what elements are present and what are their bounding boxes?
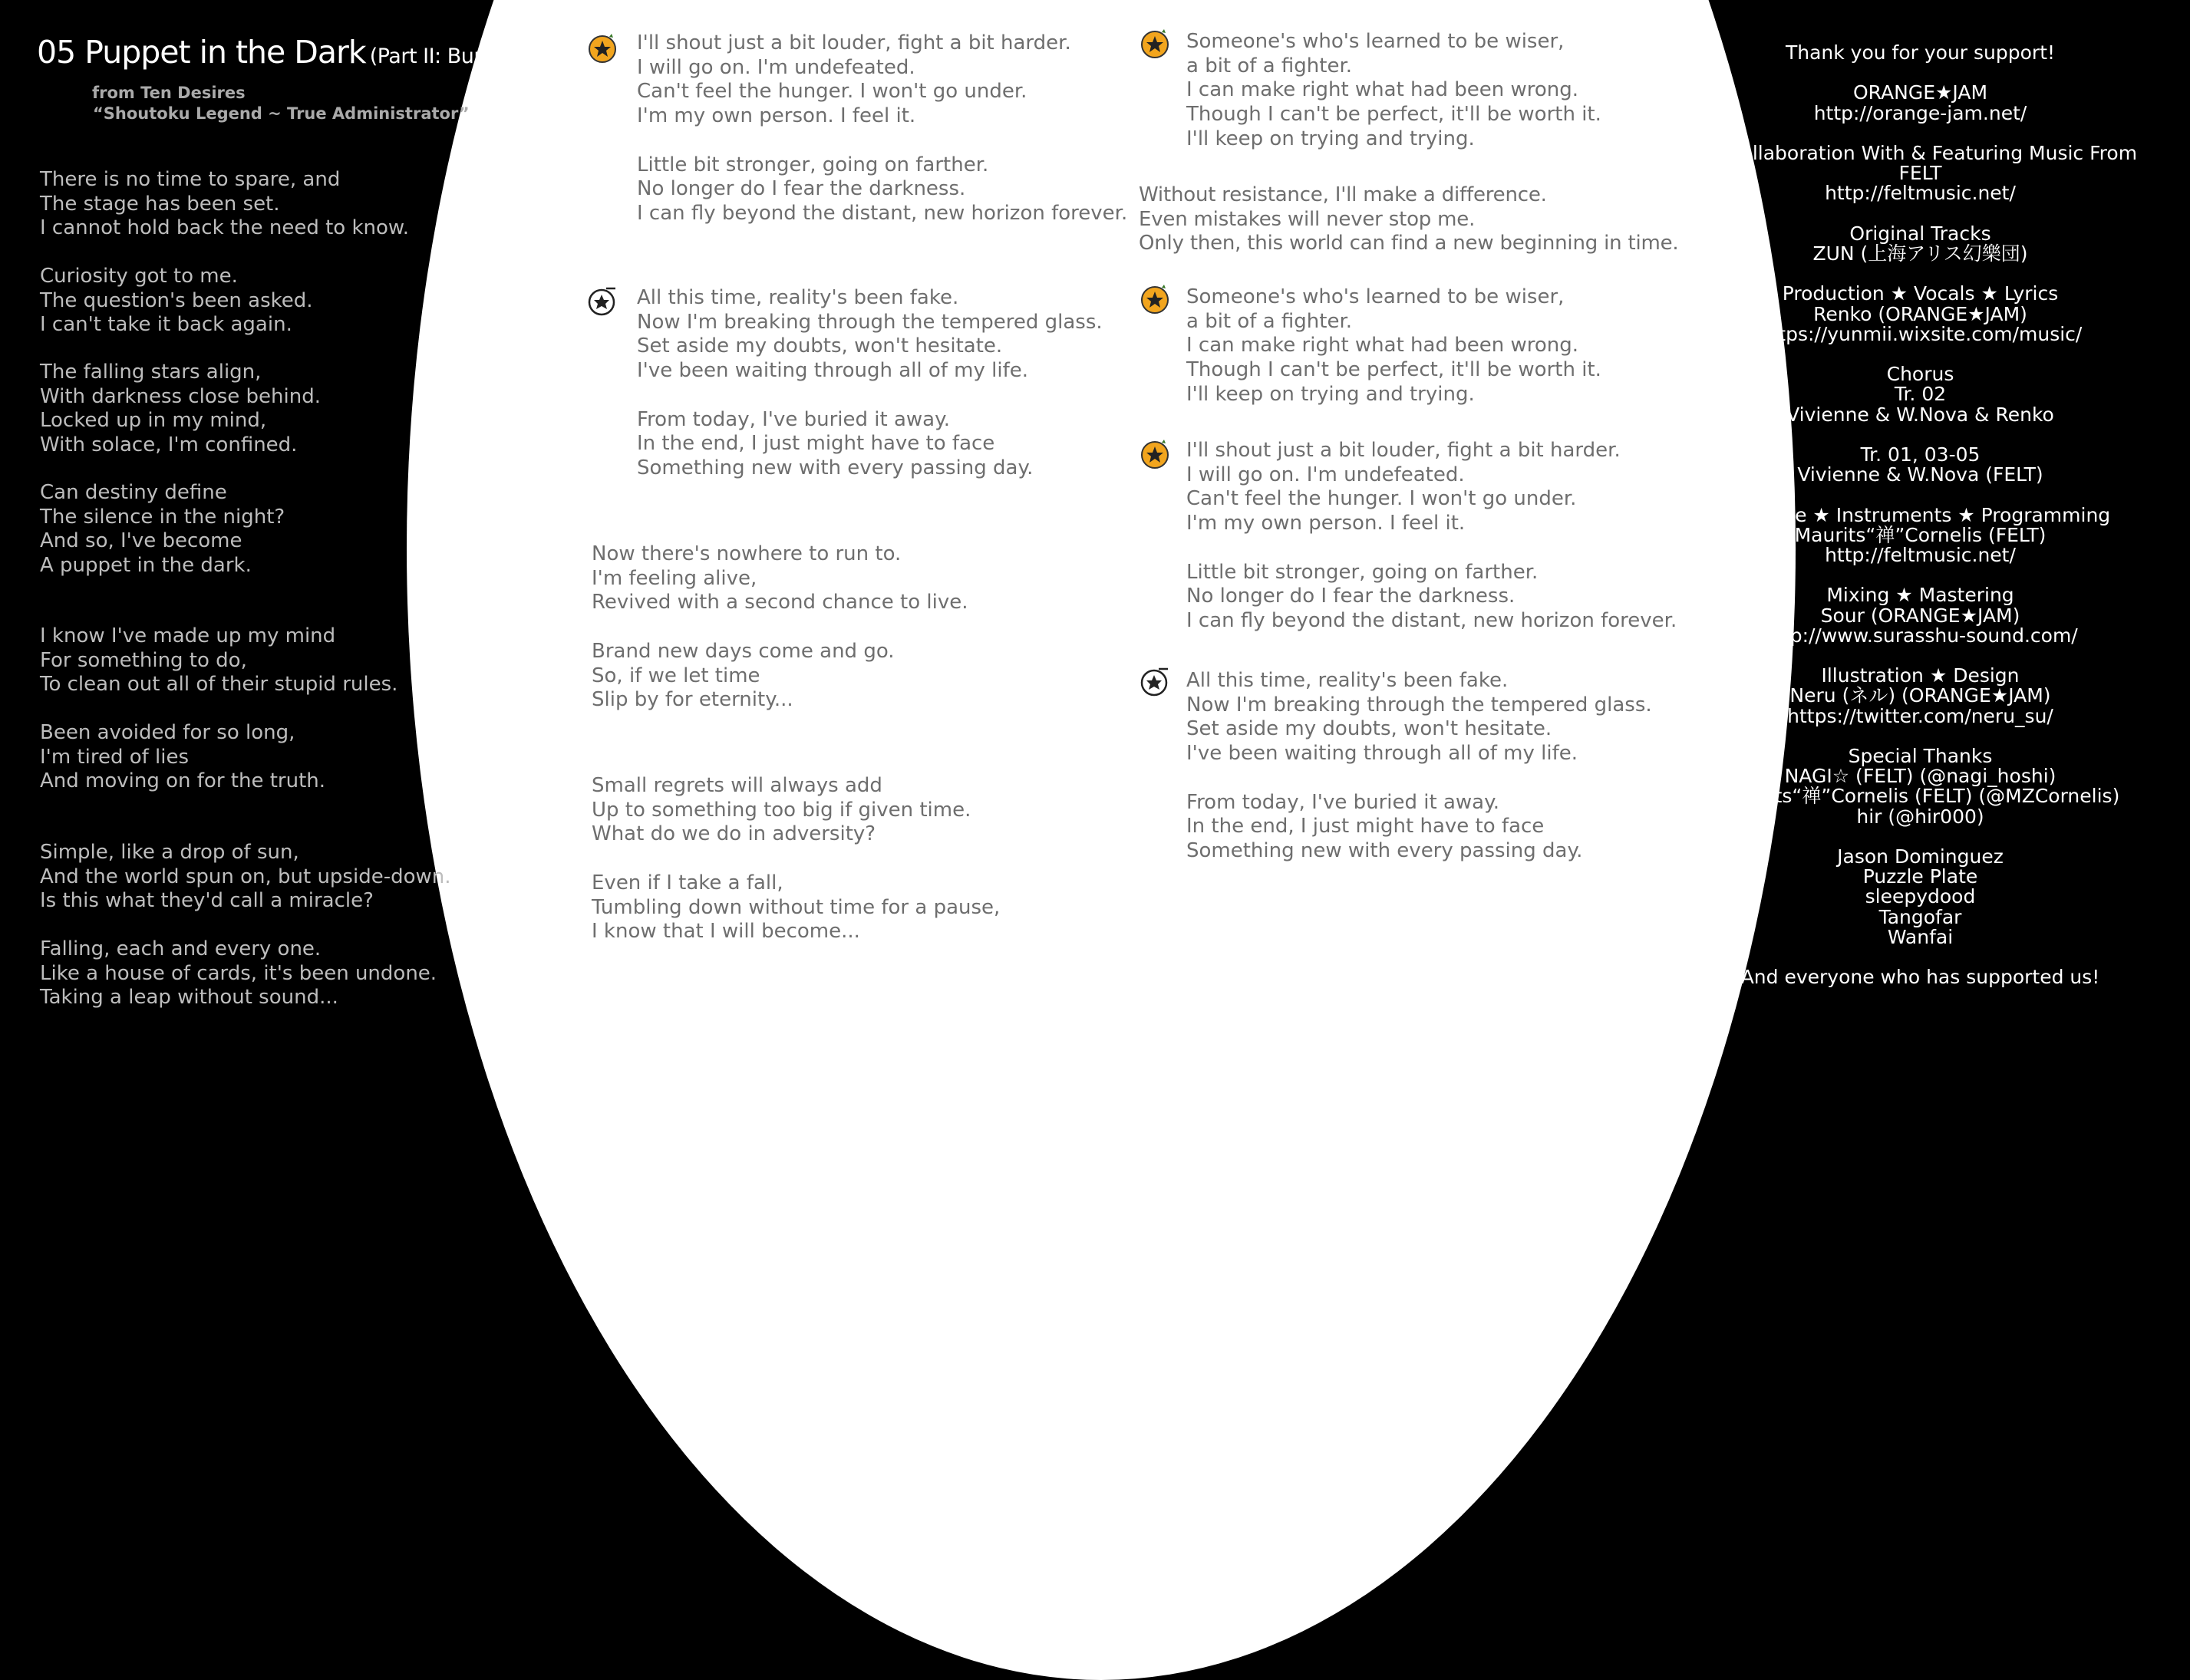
credit-line: Puzzle Plate [1862, 865, 1978, 888]
credit-line: https://twitter.com/neru_su/ [1787, 704, 2053, 727]
lyric-line: Revived with a second chance to live. [592, 591, 968, 614]
left-stanza [40, 841, 451, 914]
middle-stanza [592, 542, 968, 713]
lyric-line [637, 129, 1127, 153]
credit-line [1665, 425, 2175, 445]
lyric-line: In the end, I just might have to face [637, 432, 995, 456]
lyric-line: I know that I will become... [592, 920, 860, 944]
orange-star-voice-icon [1139, 282, 1171, 315]
right-stanza [1186, 285, 1601, 407]
lyric-line: Even mistakes will never stop me. [1139, 207, 1476, 231]
credit-line: Thank you for your support! [1785, 41, 2056, 64]
lyric-line: Locked up in my mind, [40, 409, 267, 433]
lyric-line: And the world spun on, but upside-down. [40, 865, 451, 888]
credit-line: In Collaboration With & Featuring Music From [1703, 141, 2138, 164]
lyric-line: I've been waiting through all of my life. [637, 359, 1029, 383]
track-title-sub: (Part II: Buried Away) [369, 44, 580, 68]
source-info [92, 83, 470, 124]
credit-line: Wanfai [1887, 925, 1954, 948]
right-stanza [1186, 30, 1601, 152]
source-line: from Ten Desires [92, 84, 246, 102]
credit-line: https://yunmii.wixsite.com/music/ [1758, 322, 2083, 345]
credit-line [1665, 63, 2175, 83]
lyric-line: From today, I've buried it away. [637, 407, 951, 431]
credit-line: Tr. 01, 03-05 [1860, 443, 1981, 466]
credit-line: http://www.surasshu-sound.com/ [1763, 624, 2078, 647]
credit-line: http://feltmusic.net/ [1825, 182, 2016, 205]
lyric-line: There is no time to spare, and [40, 168, 341, 191]
credit-line [1665, 344, 2175, 364]
lyric-line: Been avoided for so long, [40, 721, 295, 744]
lyric-line: Is this what they'd call a miracle? [40, 889, 374, 913]
left-stanza [40, 624, 397, 697]
lyric-line: And so, I've become [40, 529, 242, 553]
lyric-line: Can destiny define [40, 481, 227, 504]
lyric-line: Set aside my doubts, won't hesitate. [637, 334, 1003, 358]
lyric-line: I'll shout just a bit louder, fight a bit harder. [637, 31, 1071, 54]
lyric-line: All this time, reality's been fake. [1186, 669, 1509, 692]
credit-line: Neru (ネル) (ORANGE★JAM) [1789, 684, 2051, 707]
credit-line: Tr. 02 [1894, 383, 1947, 406]
outline-star-voice-icon [586, 285, 618, 318]
lyric-line: And moving on for the truth. [40, 769, 326, 793]
lyric-line: I'm my own person. I feel it. [1186, 512, 1466, 535]
lyric-line: I'm my own person. I feel it. [637, 104, 916, 128]
credit-line: http://feltmusic.net/ [1825, 543, 2016, 566]
page-number-right: 07 [1631, 1060, 1664, 1091]
lyric-line: Up to something too big if given time. [592, 798, 971, 822]
lyric-line [592, 615, 968, 640]
lyric-line [637, 384, 1103, 408]
lyric-line: I can make right what had been wrong. [1186, 334, 1578, 357]
credit-line [1665, 726, 2175, 746]
credits [1665, 43, 2175, 987]
credit-line: Mixing ★ Mastering [1826, 584, 2014, 607]
credit-line: Maurits“禅”Cornelis (FELT) (@MZCornelis) [1720, 785, 2120, 808]
lyric-line: a bit of a fighter. [1186, 54, 1353, 77]
credit-line: And everyone who has supported us! [1740, 966, 2100, 989]
lyric-line: I'm tired of lies [40, 745, 190, 769]
lyric-line: I can't take it back again. [40, 313, 292, 337]
right-stanza [1186, 669, 1652, 864]
lyric-line: With darkness close behind. [40, 384, 321, 408]
credit-line: Original Tracks [1849, 222, 1991, 245]
lyric-line: All this time, reality's been fake. [637, 286, 959, 309]
left-stanza [40, 168, 409, 241]
lyric-line: Simple, like a drop of sun, [40, 841, 299, 864]
outline-star-voice-icon [1139, 666, 1171, 698]
credit-line: Vivienne & W.Nova & Renko [1786, 403, 2054, 426]
credit-line [1665, 947, 2175, 967]
lyric-line: Brand new days come and go. [592, 639, 895, 663]
lyric-line: I'll shout just a bit louder, fight a bit harder. [1186, 439, 1621, 462]
lyric-line: I can fly beyond the distant, new horizon forever. [637, 201, 1128, 225]
credit-line: Arrange ★ Instruments ★ Programming [1730, 503, 2111, 526]
credit-line: ZUN (上海アリス幻樂団) [1812, 242, 2028, 265]
lyric-line: I'll keep on trying and trying. [1186, 382, 1475, 406]
lyric-line: No longer do I fear the darkness. [1186, 585, 1516, 608]
credit-line: Production ★ Vocals ★ Lyrics [1782, 282, 2059, 305]
lyric-line: With solace, I'm confined. [40, 433, 298, 457]
middle-stanza [637, 31, 1127, 226]
lyric-line: Something new with every passing day. [1186, 838, 1583, 862]
lyric-line: What do we do in adversity? [592, 822, 876, 846]
credit-line: Maurits“禅”Cornelis (FELT) [1794, 523, 2047, 546]
credit-line: Chorus [1886, 363, 1954, 386]
lyric-line: Can't feel the hunger. I won't go under. [1186, 487, 1577, 511]
lyric-line: Now I'm breaking through the tempered glass. [637, 310, 1103, 334]
lyric-line [592, 847, 1000, 871]
credit-line: Sour (ORANGE★JAM) [1820, 604, 2020, 627]
credit-line: Vivienne & W.Nova (FELT) [1797, 463, 2043, 486]
right-stanza [1139, 183, 1678, 256]
orange-star-voice-icon [586, 31, 618, 64]
credit-line: hir (@hir000) [1856, 805, 1984, 828]
right-stanza [1186, 439, 1677, 634]
lyric-line: Though I can't be perfect, it'll be worth it. [1186, 103, 1601, 127]
lyric-line: Though I can't be perfect, it'll be worth it. [1186, 358, 1601, 382]
lyric-line: From today, I've buried it away. [1186, 790, 1500, 814]
lyric-line: The silence in the night? [40, 505, 285, 529]
lyric-line: I know I've made up my mind [40, 624, 336, 647]
credit-line: Jason Dominguez [1837, 845, 2004, 868]
credit-line [1665, 124, 2175, 143]
lyric-line: Little bit stronger, going on farther. [1186, 560, 1539, 584]
track-title [37, 34, 580, 71]
orange-star-voice-icon [1139, 27, 1171, 59]
lyric-line: I'll keep on trying and trying. [1186, 127, 1475, 150]
credit-line [1665, 565, 2175, 585]
lyric-line: I can make right what had been wrong. [1186, 78, 1578, 102]
lyric-line: Now there's nowhere to run to. [592, 542, 902, 565]
credit-line: http://orange-jam.net/ [1813, 101, 2027, 124]
middle-stanza [637, 286, 1103, 481]
credit-line [1665, 264, 2175, 284]
lyric-line: a bit of a fighter. [1186, 309, 1353, 333]
orange-star-voice-icon [1139, 437, 1171, 469]
lyric-line: I've been waiting through all of my life. [1186, 742, 1578, 766]
credit-line: ORANGE★JAM [1852, 81, 1988, 104]
lyric-line: Curiosity got to me. [40, 265, 238, 288]
lyric-line: Can't feel the hunger. I won't go under. [637, 80, 1027, 104]
lyric-line: To clean out all of their stupid rules. [40, 673, 398, 697]
lyric-line: I will go on. I'm undefeated. [637, 55, 915, 79]
lyric-line: Little bit stronger, going on farther. [637, 153, 989, 176]
lyric-line: I'm feeling alive, [592, 566, 757, 590]
lyric-line: I will go on. I'm undefeated. [1186, 463, 1465, 486]
lyric-line: So, if we let time [592, 664, 760, 687]
credit-line: FELT [1898, 162, 1942, 185]
lyric-line: Falling, each and every one. [40, 937, 322, 960]
left-stanza [40, 937, 437, 1010]
lyric-line: In the end, I just might have to face [1186, 815, 1545, 838]
lyric-line: Now I'm breaking through the tempered glass. [1186, 693, 1652, 716]
credit-line: Illustration ★ Design [1821, 664, 2020, 687]
lyric-line: Slip by for eternity... [592, 688, 793, 712]
lyric-line: Without resistance, I'll make a difference. [1139, 183, 1547, 206]
left-stanza [40, 721, 325, 794]
left-stanza [40, 481, 285, 578]
lyric-line: Like a house of cards, it's been undone. [40, 961, 437, 985]
lyric-line: Small regrets will always add [592, 774, 882, 797]
lyric-line: A puppet in the dark. [40, 554, 252, 578]
lyric-line: I cannot hold back the need to know. [40, 216, 410, 240]
lyric-line [1186, 766, 1652, 791]
lyric-line: Someone's who's learned to be wiser, [1186, 285, 1565, 308]
lyric-line: Set aside my doubts, won't hesitate. [1186, 717, 1552, 741]
lyric-line: Taking a leap without sound... [40, 986, 338, 1010]
lyric-line: Tumbling down without time for a pause, [592, 895, 1001, 919]
lyric-line: Someone's who's learned to be wiser, [1186, 30, 1565, 53]
credit-line [1665, 204, 2175, 224]
credit-line: Tangofar [1878, 905, 1962, 928]
track-title-main: 05 Puppet in the Dark [37, 34, 366, 71]
lyric-line: For something to do, [40, 648, 247, 672]
credit-line [1665, 827, 2175, 847]
lyric-line: Even if I take a fall, [592, 871, 783, 894]
lyric-line: Only then, this world can find a new beginning in time. [1139, 232, 1679, 255]
middle-stanza [592, 774, 1000, 944]
source-line: “Shoutoku Legend ~ True Administrator” [93, 104, 470, 123]
left-stanza [40, 361, 321, 458]
left-stanza [40, 265, 313, 338]
credit-line: NAGI☆ (FELT) (@nagi_hoshi) [1784, 765, 2056, 788]
lyric-line: The falling stars align, [40, 361, 262, 384]
lyric-line: Something new with every passing day. [637, 456, 1034, 479]
credit-line: sleepydood [1865, 885, 1976, 908]
credit-line [1665, 485, 2175, 505]
credit-line: Special Thanks [1848, 744, 1993, 767]
lyric-line: The question's been asked. [40, 288, 313, 312]
lyric-line [1186, 536, 1677, 561]
lyric-line: No longer do I fear the darkness. [637, 177, 966, 201]
page-number-left: 06 [531, 1060, 565, 1091]
credit-line [1665, 646, 2175, 666]
lyric-line: I can fly beyond the distant, new horizon forever. [1186, 608, 1677, 632]
lyric-line: The stage has been set. [40, 192, 280, 216]
credit-line: Renko (ORANGE★JAM) [1813, 302, 2027, 325]
